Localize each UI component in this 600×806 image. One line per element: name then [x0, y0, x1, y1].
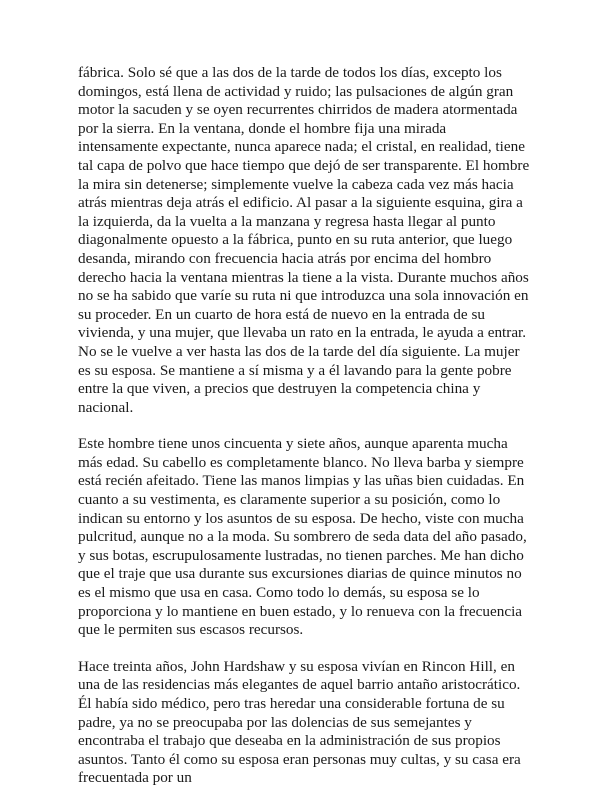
paragraph: fábrica. Solo sé que a las dos de la tarde de todos los días, excepto los domingos, está llena de actividad y ruido; las pulsaciones de algún gran motor la sacuden y se oyen recurrentes chirridos de madera atormentada por la sierra. En la ventana, donde el hombre fija una mirada intensamente expectante, nunca aparece nada; el cristal, en realidad, tiene tal capa de polvo que hace tiempo que dejó de ser transparente. El hombre la mira sin detenerse; simplemente vuelve la cabeza cada vez más hacia atrás mientras deja atrás el edificio. Al pasar a la siguiente esquina, gira a la izquierda, da la vuelta a la manzana y regresa hasta llegar al punto diagonalmente opuesto a la fábrica, punto en su ruta anterior, que luego desanda, mirando con frecuencia hacia atrás por encima del hombro derecho hacia la ventana mientras la tiene a la vista. Durante muchos años no se ha sabido que varíe su ruta ni que introduzca una sola innovación en su proceder. En un cuarto de hora está de nuevo en la entrada de su vivienda, y una mujer, que llevaba un rato en la entrada, le ayuda a entrar. No se le vuelve a ver hasta las dos de la tarde del día siguiente. La mujer es su esposa. Se mantiene a sí misma y a él lavando para la gente pobre entre la que viven, a precios que destruyen la competencia china y nacional.	[78, 64, 530, 416]
paragraph: Hace treinta años, John Hardshaw y su esposa vivían en Rincon Hill, en una de las residencias más elegantes de aquel barrio antaño aristocrático. Él había sido médico, pero tras heredar una considerable fortuna de su padre, ya no se preocupaba por las dolencias de sus semejantes y encontraba el trabajo que deseaba en la administración de sus propios asuntos. Tanto él como su esposa eran personas muy cultas, y su casa era frecuentada por un	[78, 657, 521, 787]
paragraph: Este hombre tiene unos cincuenta y siete años, aunque aparenta mucha más edad. Su cabello es completamente blanco. No lleva barba y siempre está recién afeitado. Tiene las manos limpias y las uñas bien cuidadas. En cuanto a su vestimenta, es claramente superior a su posición, como lo indican su entorno y los asuntos de su esposa. De hecho, viste con mucha pulcritud, aunque no a la moda. Su sombrero de seda data del año pasado, y sus botas, escrupulosamente lustradas, no tienen parches. Me han dicho que el traje que usa durante sus excursiones diarias de quince minutos no es el mismo que usa en casa. Como todo lo demás, su esposa se lo proporciona y lo mantiene en buen estado, y lo renueva con la frecuencia que le permiten sus escasos recursos.	[78, 435, 527, 639]
document-page	[78, 64, 530, 806]
